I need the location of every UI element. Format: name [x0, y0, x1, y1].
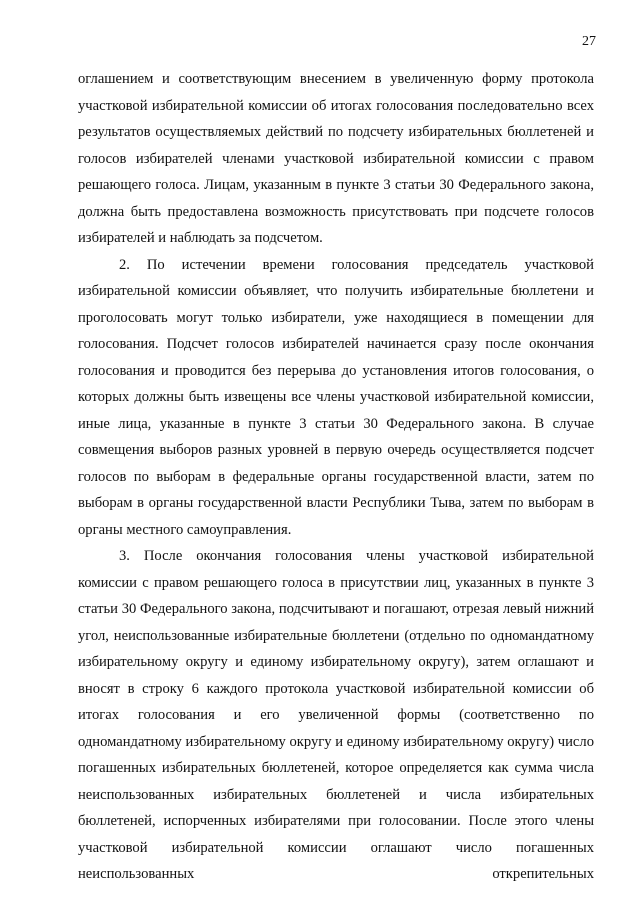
paragraph-2: 2. По истечении времени голосования председатель участковой избирательной комиссии объявляет, что получить избирательные бюллетени и проголосовать могут только избиратели, уже находящиеся в помещении для голосования. Подсчет голосов избирателей начинается сразу после окончания голосования и проводится без перерыва до установления итогов голосования, о которых должны быть извещены все члены участковой избирательной комиссии, иные лица, указанные в пункте 3 статьи 30 Федерального закона. В случае совмещения выборов разных уровней в первую очередь осуществляется подсчет голосов по выборам в федеральные органы государственной власти, затем по выборам в органы государственной власти Республики Тыва, затем по выборам в органы местного самоуправления.: [78, 256, 594, 538]
paragraph-3: 3. После окончания голосования члены участковой избирательной комиссии с правом решающего голоса в присутствии лиц, указанных в пункте 3 статьи 30 Федерального закона, подсчитывают и погашают, отрезая левый нижний угол, неиспользованные избирательные бюллетени (отдельно по одномандатному избирательному округу и единому избирательному округу), затем оглашают и вносят в строку 6 каждого протокола участковой избирательной комиссии об итогах голосования и его увеличенной формы (соответственно по одномандатному избирательному округу и единому избирательному округу) число погашенных избирательных бюллетеней, которое определяется как сумма числа неиспользованных избирательных бюллетеней и числа избирательных бюллетеней, испорченных избирателями при голосовании. После этого члены участковой избирательной комиссии оглашают число погашенных неиспользованных открепительных: [78, 548, 594, 882]
body-text: [78, 66, 594, 888]
page-number: 27: [582, 34, 596, 49]
paragraph-continuation: оглашением и соответствующим внесением в увеличенную форму протокола участковой избирательной комиссии об итогах голосования последовательно всех результатов осуществляемых действий по подсчету избирательных бюллетеней и голосов избирателей членами участковой избирательной комиссии с правом решающего голоса. Лицам, указанным в пункте 3 статьи 30 Федерального закона, должна быть предоставлена возможность присутствовать при подсчете голосов избирателей и наблюдать за подсчетом.: [78, 71, 594, 246]
